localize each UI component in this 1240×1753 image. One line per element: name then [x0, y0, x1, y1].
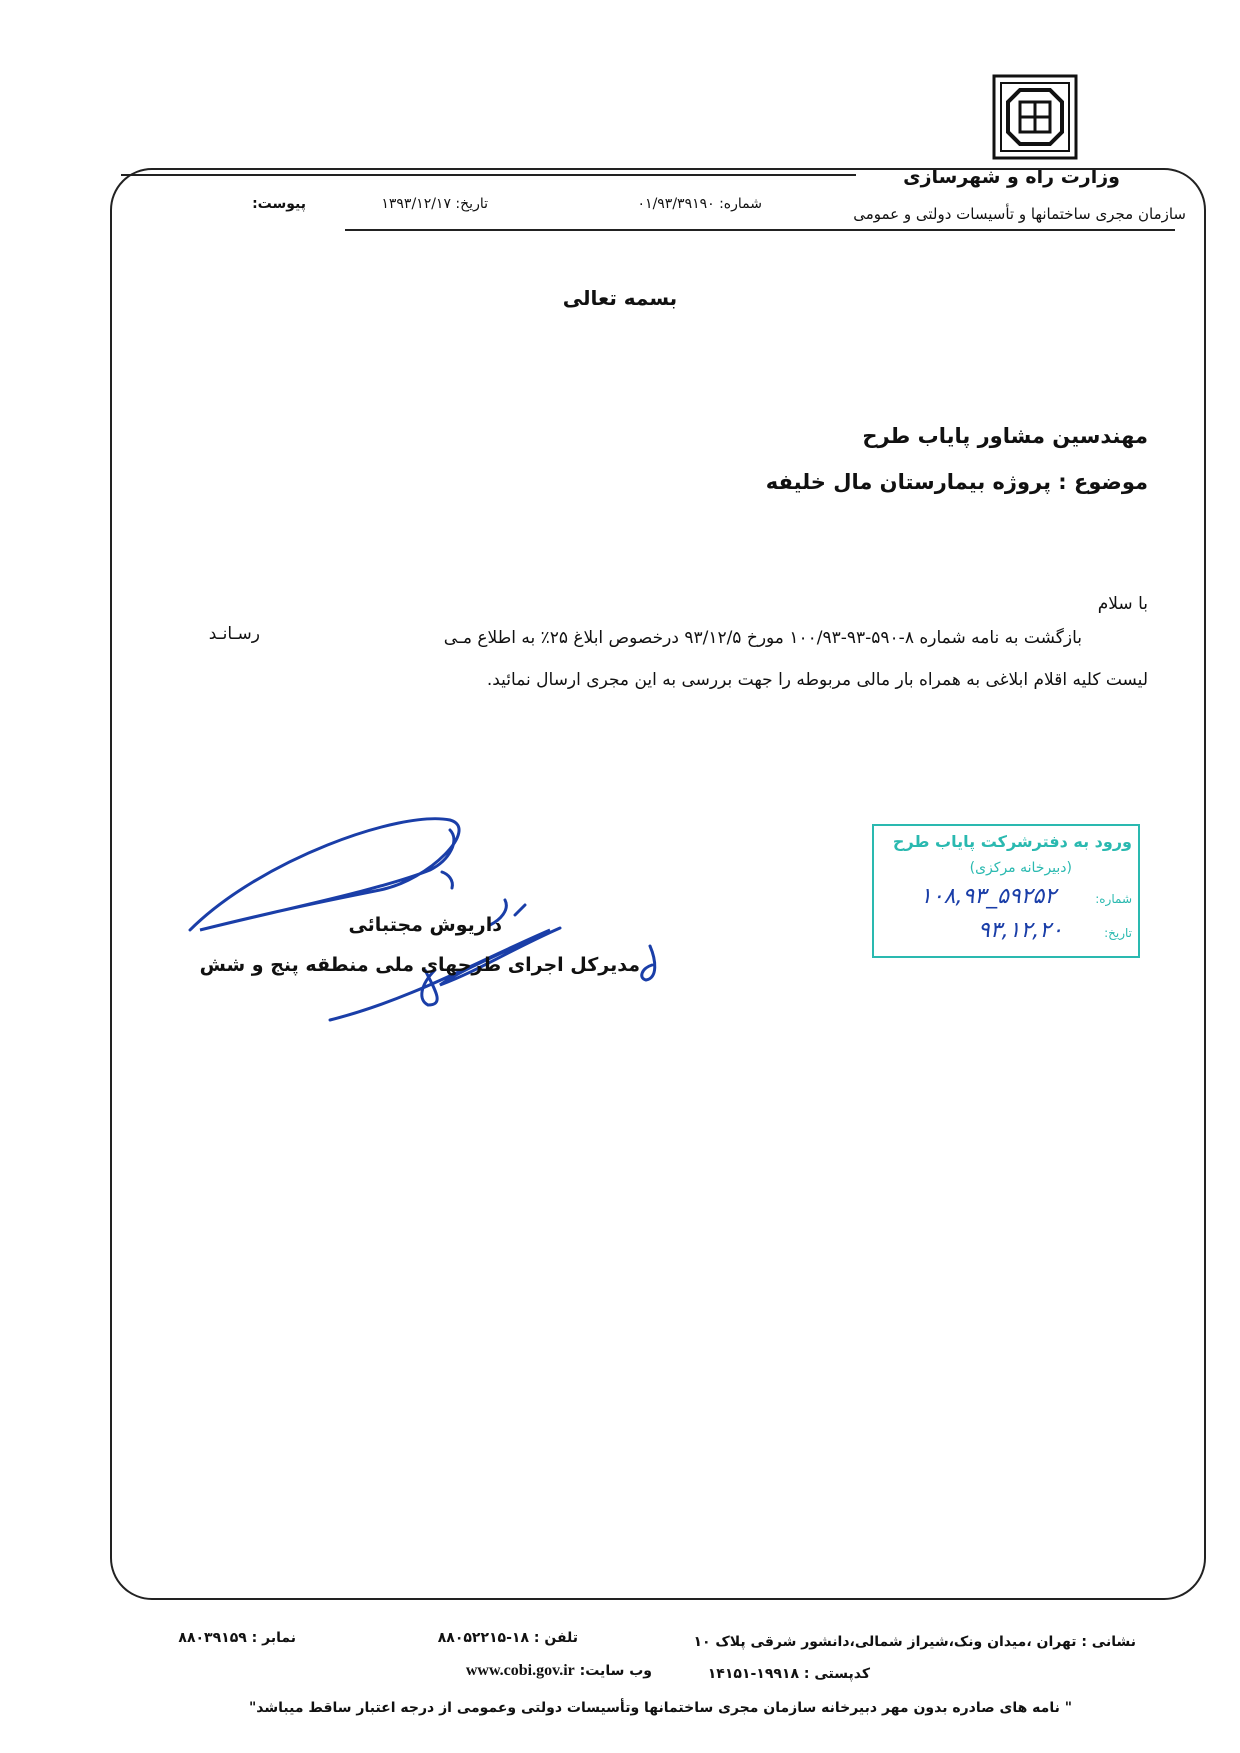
signer-title: مدیرکل اجرای طرحهای ملی منطقه پنج و شش [199, 954, 640, 976]
footer-phone: تلفن : ۱۸-۸۸۰۵۲۲۱۵ [437, 1630, 578, 1646]
letter-number-label: شماره: [719, 196, 762, 212]
footer-fax: نمابر : ۸۸۰۳۹۱۵۹ [178, 1630, 296, 1646]
letter-number-value: ۰۱/۹۳/۳۹۱۹۰ [637, 196, 715, 212]
footer-postal-code: کدپستی : ۱۹۹۱۸-۱۴۱۵۱ [707, 1666, 870, 1682]
stamp-title: ورود به دفترشرکت پایاب طرح [892, 832, 1132, 851]
ministry-logo-icon [992, 74, 1078, 160]
attachment-label: پیوست: [252, 196, 306, 212]
letter-date-value: ۱۳۹۳/۱۲/۱۷ [381, 196, 451, 212]
body-paragraph-line-1-end: رسـانـد [208, 624, 260, 644]
body-paragraph-line-1: بازگشت به نامه شماره ۸-۵۹۰-۹۳-۱۰۰/۹۳ مورخ ۹۳/۱۲/۵ درخصوص ابلاغ ۲۵٪ به اطلاع مـی [443, 628, 1082, 648]
stamp-subtitle: (دبیرخانه مرکزی) [969, 860, 1072, 876]
recipient-line: مهندسین مشاور پایاب طرح [862, 424, 1148, 448]
footer-website-link[interactable]: www.cobi.gov.ir [465, 1662, 575, 1679]
greeting-line: با سلام [1097, 594, 1148, 614]
signer-name: داریوش مجتبائی [348, 914, 502, 936]
organization-name: سازمان مجری ساختمانها و تأسیسات دولتی و عمومی [853, 205, 1186, 223]
footer-website [466, 1662, 652, 1680]
footer-address: نشانی : تهران ،میدان ونک،شیراز شمالی،دانشور شرقی پلاک ۱۰ [693, 1634, 1136, 1650]
footer-website-label: وب سایت: [579, 1663, 652, 1679]
stamp-date-label: تاریخ: [1104, 926, 1132, 940]
body-paragraph-line-2: لیست کلیه اقلام ابلاغی به همراه بار مالی مربوطه را جهت بررسی به این مجری ارسال نمائید. [486, 670, 1148, 690]
receipt-stamp [872, 824, 1140, 958]
stamp-date-value: ۹۳,۱۲,۲۰ [978, 918, 1063, 943]
bismillah-heading: بسمه تعالی [562, 286, 678, 310]
stamp-number-label: شماره: [1095, 892, 1132, 906]
stamp-number-value: ۱۰۸,۹۳_۵۹۲۵۲ [920, 884, 1057, 909]
subject-line: موضوع : پروژه بیمارستان مال خلیفه [765, 470, 1148, 494]
footer-disclaimer: " نامه های صادره بدون مهر دبیرخانه سازمان مجری ساختمانها وتأسیسات دولتی وعمومی از درجه اعتبار ساقط میباشد" [249, 1700, 1072, 1716]
letter-date-label: تاریخ: [455, 196, 488, 212]
ministry-name: وزارت راه و شهرسازی [903, 166, 1120, 188]
